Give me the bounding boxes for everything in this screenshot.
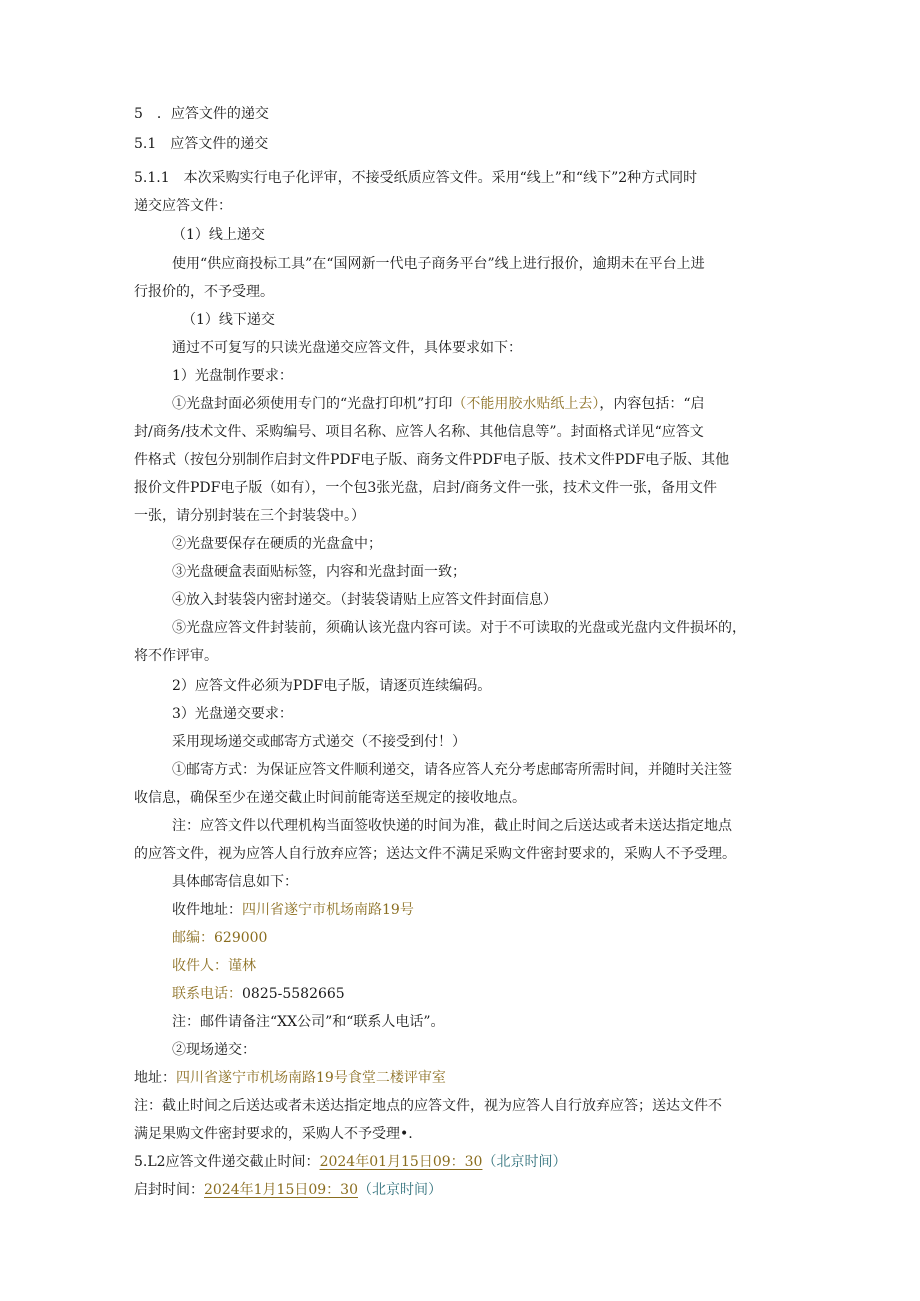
- item2: ②光盘要保存在硬质的光盘盒中；: [172, 536, 382, 552]
- item1-line5: 一张，请分别封装在三个封装袋中。）: [134, 508, 365, 524]
- mail-info-title: 具体邮寄信息如下：: [172, 874, 298, 890]
- disc-requirements-title: 1）光盘制作要求：: [172, 368, 293, 384]
- onsite-address-value: 四川省遂宁市机场南路19号食堂二楼评审室: [176, 1070, 446, 1086]
- item1-line2: 封/商务/技术文件、采购编号、项目名称、应答人名称、其他信息等”。封面格式详见“应答文: [134, 424, 704, 440]
- deadline-timezone: （北京时间）: [482, 1154, 567, 1170]
- section-heading-5-1: 5.1 应答文件的递交: [134, 136, 269, 152]
- offline-submission-title: （1）线下递交: [182, 312, 275, 328]
- mail-address-label: 收件地址：: [172, 902, 242, 918]
- online-submission-line2: 行报价的，不予受理。: [134, 284, 274, 300]
- deadline-label: 5.L2应答文件递交截止时间：: [134, 1154, 320, 1170]
- mail-note: 注：邮件请备注“XX公司”和“联系人电话”。: [172, 1014, 445, 1030]
- item1-text-post: ，内容包括：“启: [599, 396, 705, 412]
- note2-line2: 满足果购文件密封要求的，采购人不予受理•.: [134, 1126, 413, 1142]
- opening-label: 启封时间：: [134, 1182, 204, 1198]
- submission-method: 采用现场递交或邮寄方式递交（不接受到付！）: [172, 734, 466, 750]
- submission-deadline: [134, 1152, 566, 1172]
- mail-phone-value: 0825-5582665: [242, 986, 345, 1002]
- note2-line1: 注：截止时间之后送达或者未送达指定地点的应答文件，视为应答人自行放弃应答；送达文件不: [134, 1098, 722, 1114]
- pdf-requirement: 2）应答文件必须为PDF电子版，请逐页连续编码。: [172, 678, 492, 694]
- item1-text-pre: ①光盘封面必须使用专门的“光盘打印机”打印: [172, 396, 453, 412]
- opening-time: [134, 1180, 442, 1200]
- item1-line1: [172, 394, 705, 414]
- paragraph-5-1-1-line1: 5.1.1 本次采购实行电子化评审，不接受纸质应答文件。采用“线上”和“线下”2种方式同时: [134, 170, 698, 186]
- mail-phone-label: 联系电话：: [172, 986, 242, 1002]
- mail-method-line1: ①邮寄方式：为保证应答文件顺利递交，请各应答人充分考虑邮寄所需时间，并随时关注签: [172, 762, 732, 778]
- onsite-submission-title: ②现场递交：: [172, 1042, 256, 1058]
- item1-line3: 件格式（按包分别制作启封文件PDF电子版、商务文件PDF电子版、技术文件PDF电子版、其他: [134, 452, 730, 468]
- item5-line1: ⑤光盘应答文件封装前，须确认该光盘内容可读。对于不可读取的光盘或光盘内文件损坏的，: [172, 620, 746, 636]
- item4: ④放入封装袋内密封递交。（封装袋请贴上应答文件封面信息）: [172, 592, 557, 608]
- mail-address-value: 四川省遂宁市机场南路19号: [242, 902, 414, 918]
- item1-line4: 报价文件PDF电子版（如有），一个包3张光盘，启封/商务文件一张，技术文件一张，备用文件: [134, 480, 717, 496]
- onsite-address-label: 地址：: [134, 1070, 176, 1086]
- note1-line2: 的应答文件，视为应答人自行放弃应答；送达文件不满足采购文件密封要求的，采购人不予受理。: [134, 846, 736, 862]
- mail-address: [172, 900, 414, 920]
- deadline-value: 2024年01月15日09：30: [319, 1154, 483, 1170]
- note1-line1: 注：应答文件以代理机构当面签收快递的时间为准，截止时间之后送达或者未送达指定地点: [172, 818, 732, 834]
- item3: ③光盘硬盒表面贴标签，内容和光盘封面一致；: [172, 564, 466, 580]
- onsite-address: [134, 1068, 446, 1088]
- opening-value: 2024年1月15日09：30: [204, 1182, 358, 1198]
- mail-zip: 邮编：629000: [172, 930, 268, 946]
- mail-phone: [172, 984, 345, 1004]
- submission-requirements-title: 3）光盘递交要求：: [172, 706, 293, 722]
- offline-submission-intro: 通过不可复写的只读光盘递交应答文件，具体要求如下：: [172, 340, 522, 356]
- section-heading-5: 5 ．应答文件的递交: [134, 106, 269, 122]
- online-submission-title: （1）线上递交: [172, 227, 265, 243]
- item5-line2: 将不作评审。: [134, 648, 218, 664]
- item1-highlight-note: （不能用胶水贴纸上去）: [452, 396, 600, 412]
- paragraph-5-1-1-line2: 递交应答文件：: [134, 198, 232, 214]
- mail-method-line2: 收信息，确保至少在递交截止时间前能寄送至规定的接收地点。: [134, 790, 526, 806]
- mail-recipient: 收件人：谨林: [172, 958, 256, 974]
- opening-timezone: （北京时间）: [357, 1182, 442, 1198]
- online-submission-line1: 使用“供应商投标工具”在“国网新一代电子商务平台”线上进行报价，逾期未在平台上进: [172, 256, 705, 272]
